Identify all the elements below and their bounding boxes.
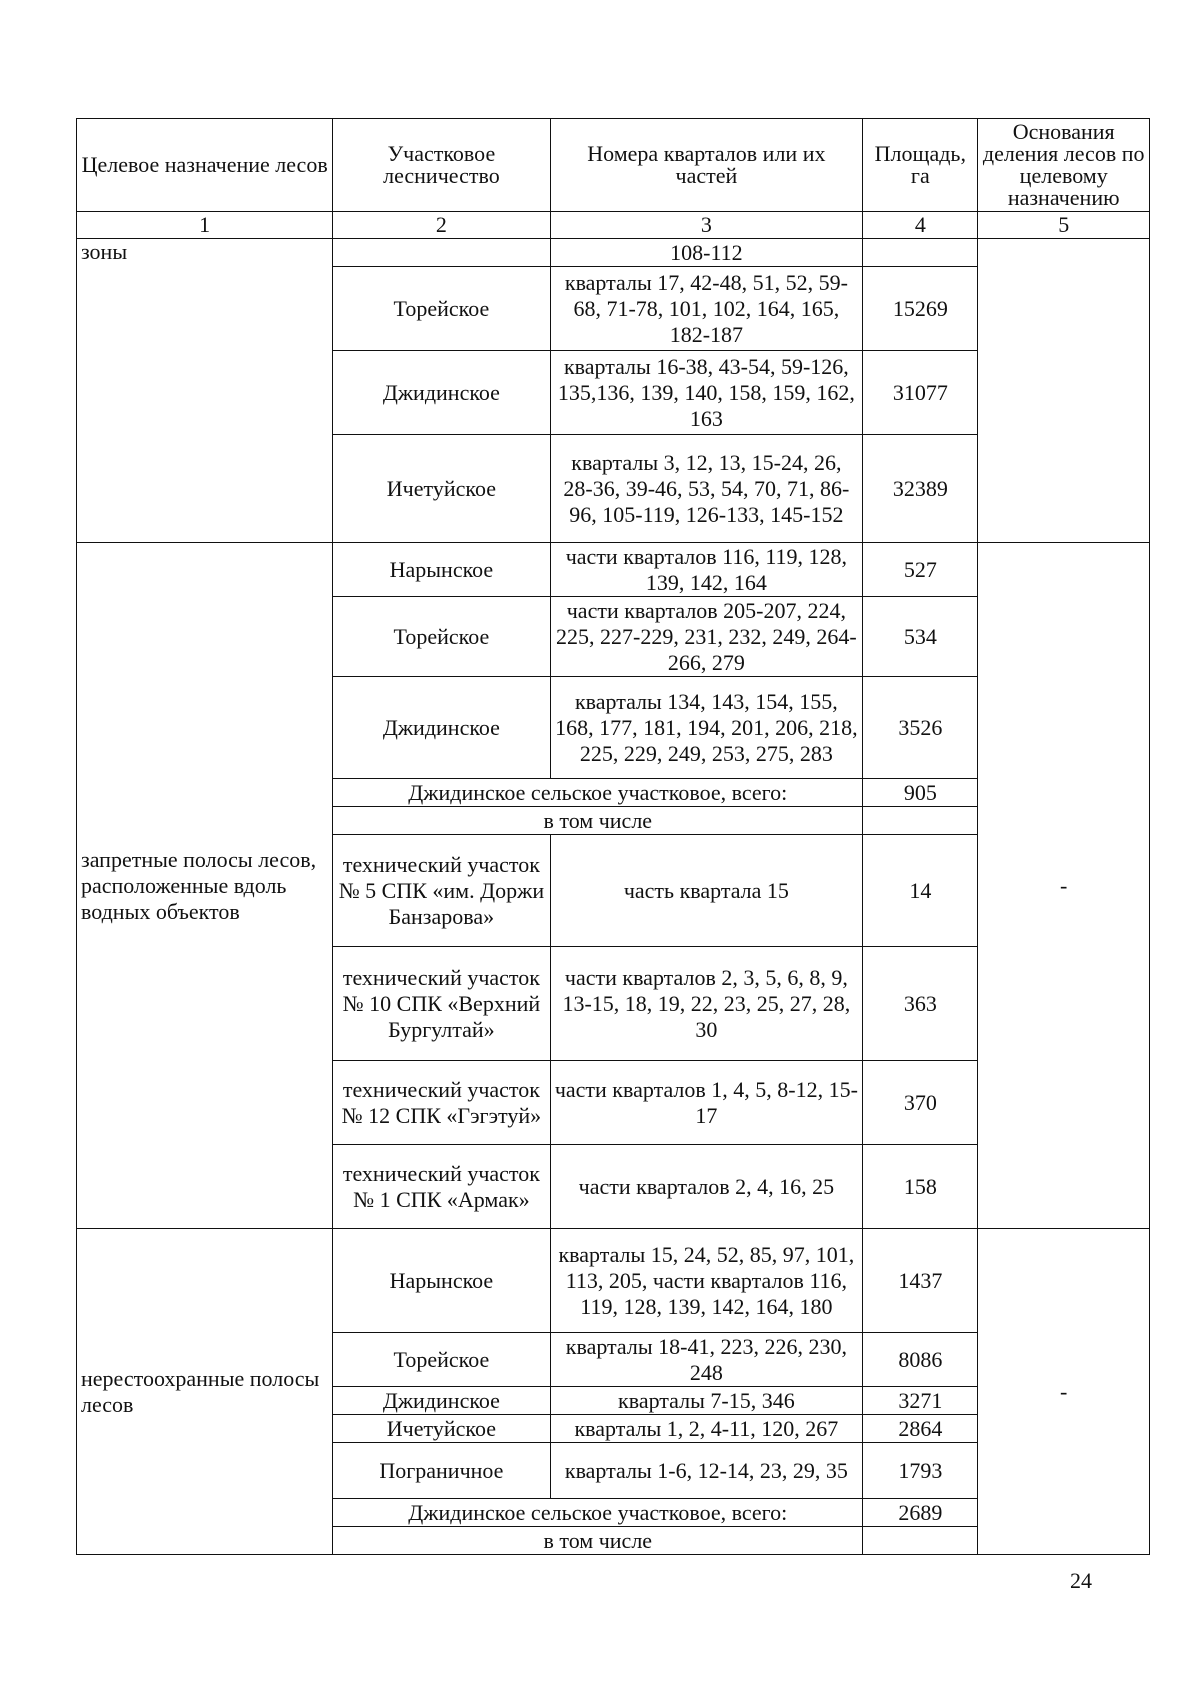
basis-cell bbox=[978, 239, 1150, 543]
forestry-cell: Торейское bbox=[333, 267, 550, 351]
table-row bbox=[77, 543, 1150, 597]
header-row bbox=[77, 119, 1150, 212]
purpose-cell: нерестоохранные полосы лесов bbox=[77, 1229, 333, 1555]
forestry-cell: технический участок № 1 СПК «Армак» bbox=[333, 1145, 550, 1229]
forestry-cell: Торейское bbox=[333, 597, 550, 677]
quarters-cell: кварталы 134, 143, 154, 155, 168, 177, 181, 194, 201, 206, 218, 225, 229, 249, 253, 275, 283 bbox=[550, 677, 863, 779]
quarters-cell: 108-112 bbox=[550, 239, 863, 267]
quarters-cell: кварталы 1-6, 12-14, 23, 29, 35 bbox=[550, 1443, 863, 1499]
header-forestry: Участковое лесничество bbox=[333, 119, 550, 212]
quarters-cell: кварталы 16-38, 43-54, 59-126, 135,136, 139, 140, 158, 159, 162, 163 bbox=[550, 351, 863, 435]
area-cell: 905 bbox=[863, 779, 978, 807]
forestry-cell: Ичетуйское bbox=[333, 1415, 550, 1443]
quarters-cell: кварталы 17, 42-48, 51, 52, 59-68, 71-78, 101, 102, 164, 165, 182-187 bbox=[550, 267, 863, 351]
quarters-cell: части кварталов 1, 4, 5, 8-12, 15-17 bbox=[550, 1061, 863, 1145]
purpose-cell: запретные полосы лесов, расположенные вдоль водных объектов bbox=[77, 543, 333, 1229]
area-cell: 2689 bbox=[863, 1499, 978, 1527]
quarters-cell: части кварталов 2, 3, 5, 6, 8, 9, 13-15, 18, 19, 22, 23, 25, 27, 28, 30 bbox=[550, 947, 863, 1061]
forestry-cell: Ичетуйское bbox=[333, 435, 550, 543]
quarters-cell: часть квартала 15 bbox=[550, 835, 863, 947]
including-label: в том числе bbox=[333, 1527, 863, 1555]
area-cell: 3271 bbox=[863, 1387, 978, 1415]
basis-cell: - bbox=[978, 543, 1150, 1229]
forestry-cell: Джидинское bbox=[333, 351, 550, 435]
area-cell: 1437 bbox=[863, 1229, 978, 1333]
area-cell: 3526 bbox=[863, 677, 978, 779]
quarters-cell: кварталы 3, 12, 13, 15-24, 26, 28-36, 39-46, 53, 54, 70, 71, 86-96, 105-119, 126-133, 145-152 bbox=[550, 435, 863, 543]
forestry-cell: Джидинское bbox=[333, 1387, 550, 1415]
area-cell bbox=[863, 1527, 978, 1555]
area-cell: 158 bbox=[863, 1145, 978, 1229]
forestry-cell bbox=[333, 239, 550, 267]
area-cell: 15269 bbox=[863, 267, 978, 351]
area-cell: 534 bbox=[863, 597, 978, 677]
subtotal-label: Джидинское сельское участковое, всего: bbox=[333, 1499, 863, 1527]
quarters-cell: кварталы 1, 2, 4-11, 120, 267 bbox=[550, 1415, 863, 1443]
header-basis: Основания деления лесов по целевому назначению bbox=[978, 119, 1150, 212]
page-number: 24 bbox=[1070, 1568, 1092, 1593]
quarters-cell: части кварталов 116, 119, 128, 139, 142, 164 bbox=[550, 543, 863, 597]
area-cell: 2864 bbox=[863, 1415, 978, 1443]
quarters-cell: кварталы 7-15, 346 bbox=[550, 1387, 863, 1415]
header-quarters: Номера кварталов или их частей bbox=[550, 119, 863, 212]
area-cell: 8086 bbox=[863, 1333, 978, 1387]
quarters-cell: кварталы 18-41, 223, 226, 230, 248 bbox=[550, 1333, 863, 1387]
header-number-row bbox=[77, 212, 1150, 239]
area-cell: 14 bbox=[863, 835, 978, 947]
header-number: 3 bbox=[550, 212, 863, 239]
forestry-cell: технический участок № 12 СПК «Гэгэтуй» bbox=[333, 1061, 550, 1145]
header-area: Площадь, га bbox=[863, 119, 978, 212]
basis-cell: - bbox=[978, 1229, 1150, 1555]
header-number: 1 bbox=[77, 212, 333, 239]
header-number: 5 bbox=[978, 212, 1150, 239]
forestry-cell: Нарынское bbox=[333, 543, 550, 597]
forestry-cell: Торейское bbox=[333, 1333, 550, 1387]
forestry-cell: технический участок № 10 СПК «Верхний Бургултай» bbox=[333, 947, 550, 1061]
area-cell: 31077 bbox=[863, 351, 978, 435]
area-cell bbox=[863, 239, 978, 267]
header-number: 2 bbox=[333, 212, 550, 239]
forestry-cell: Джидинское bbox=[333, 677, 550, 779]
area-cell: 527 bbox=[863, 543, 978, 597]
subtotal-label: Джидинское сельское участковое, всего: bbox=[333, 779, 863, 807]
quarters-cell: части кварталов 205-207, 224, 225, 227-229, 231, 232, 249, 264-266, 279 bbox=[550, 597, 863, 677]
area-cell: 1793 bbox=[863, 1443, 978, 1499]
table-row bbox=[77, 1229, 1150, 1333]
area-cell: 363 bbox=[863, 947, 978, 1061]
area-cell: 32389 bbox=[863, 435, 978, 543]
forestry-cell: Пограничное bbox=[333, 1443, 550, 1499]
area-cell: 370 bbox=[863, 1061, 978, 1145]
area-cell bbox=[863, 807, 978, 835]
forestry-cell: технический участок № 5 СПК «им. Доржи Банзарова» bbox=[333, 835, 550, 947]
including-label: в том числе bbox=[333, 807, 863, 835]
forestry-cell: Нарынское bbox=[333, 1229, 550, 1333]
quarters-cell: кварталы 15, 24, 52, 85, 97, 101, 113, 205, части кварталов 116, 119, 128, 139, 142, 164, 180 bbox=[550, 1229, 863, 1333]
table-row bbox=[77, 239, 1150, 267]
header-purpose: Целевое назначение лесов bbox=[77, 119, 333, 212]
purpose-cell: зоны bbox=[77, 239, 333, 543]
quarters-cell: части кварталов 2, 4, 16, 25 bbox=[550, 1145, 863, 1229]
header-number: 4 bbox=[863, 212, 978, 239]
forest-purpose-table bbox=[76, 118, 1150, 1555]
